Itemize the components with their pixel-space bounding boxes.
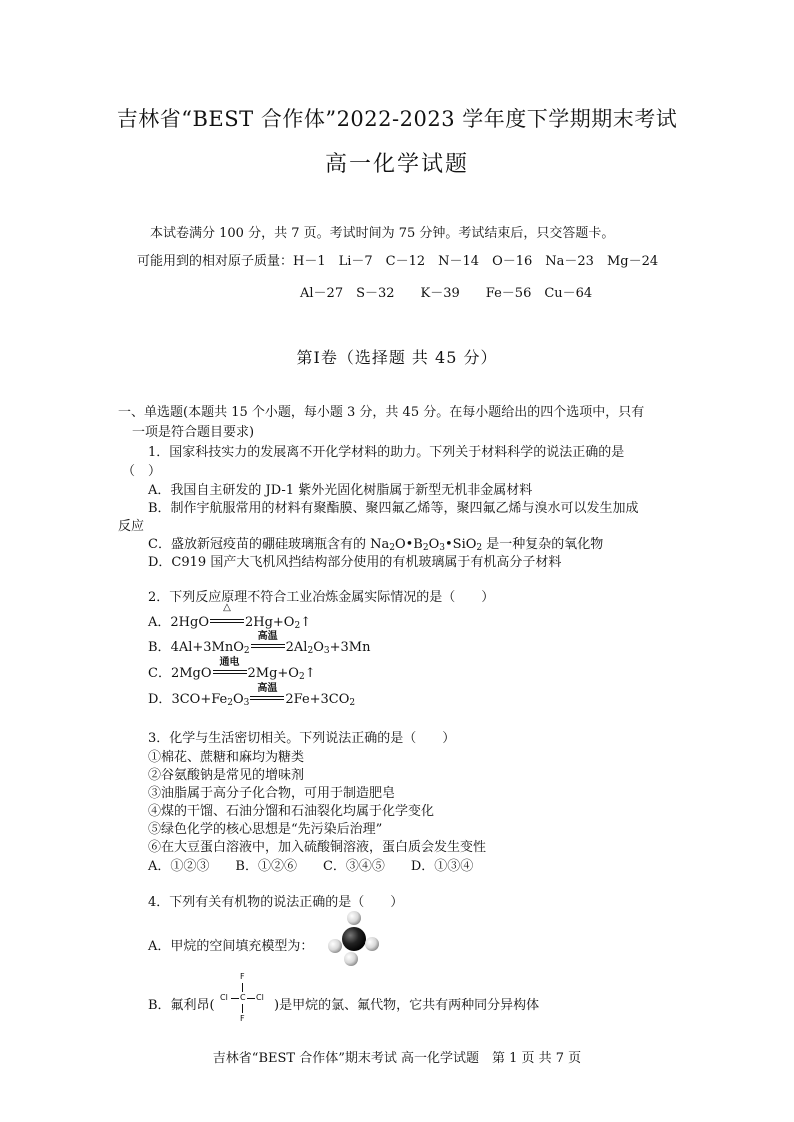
freon-structural-formula bbox=[214, 972, 274, 1028]
q1-option-a: A．我国自主研发的 JD-1 紫外光固化树脂属于新型无机非金属材料 bbox=[148, 483, 533, 498]
q3-stem: 3．化学与生活密切相关。下列说法正确的是（ ） bbox=[148, 731, 456, 746]
equilibrium-sign bbox=[250, 683, 284, 704]
q2-c-reactant: 2MgO bbox=[170, 666, 212, 681]
q2-d-reactant: 3CO+Fe bbox=[171, 692, 228, 707]
q2-stem: 2．下列反应原理不符合工业冶炼金属实际情况的是（ ） bbox=[148, 590, 495, 605]
q2-option-d: D．$3CO+Fe_2O_3$ 高温 $2Fe+3CO_2$ bbox=[148, 688, 355, 708]
q1-answer-paren: （ ） bbox=[122, 464, 162, 479]
q2-a-reactant: 2HgO bbox=[170, 615, 209, 630]
part-heading-line-2: 一项是符合题目要求) bbox=[132, 425, 255, 440]
q3-statement-5: ⑤绿色化学的核心思想是“先污染后治理” bbox=[148, 822, 383, 837]
struct-fluorine-top: F bbox=[240, 972, 245, 981]
equilibrium-sign bbox=[213, 657, 247, 678]
equilibrium-sign bbox=[210, 602, 244, 627]
atomic-mass-line-1: 可能用到的相对原子质量：H－1 Li－7 C－12 N－14 O－16 Na－23 Mg－24 bbox=[137, 254, 659, 269]
q4-option-b-pre: B．氟利昂( bbox=[148, 998, 215, 1013]
q1-option-d: D．C919 国产大飞机风挡结构部分使用的有机玻璃属于有机高分子材料 bbox=[148, 555, 562, 570]
struct-chlorine-right: Cl bbox=[256, 993, 264, 1002]
q2-a-product: 2Hg+O bbox=[244, 615, 295, 630]
hydrogen-atom bbox=[347, 911, 361, 925]
bond-line bbox=[242, 1004, 243, 1013]
struct-fluorine-bottom: F bbox=[240, 1014, 245, 1023]
part-heading-line-1: 一、单选题(本题共 15 个小题，每小题 3 分，共 45 分。在每小题给出的四个选项中，只有 bbox=[118, 405, 645, 420]
q4-stem: 4．下列有关有机物的说法正确的是（ ） bbox=[148, 895, 404, 910]
q3-statement-3: ③油脂属于高分子化合物，可用于制造肥皂 bbox=[148, 786, 396, 801]
bond-line bbox=[242, 983, 243, 992]
page-footer: 吉林省“BEST 合作体”期末考试 高一化学试题 第 1 页 共 7 页 bbox=[212, 1051, 582, 1066]
q1-option-c-post: 是一种复杂的氧化物 bbox=[486, 537, 604, 552]
q3-statement-1: ①棉花、蔗糖和麻均为糖类 bbox=[148, 750, 305, 765]
struct-carbon: C bbox=[240, 993, 246, 1002]
exam-instructions: 本试卷满分 100 分，共 7 页。考试时间为 75 分钟。考试结束后，只交答题卡。 bbox=[150, 226, 615, 241]
q1-formula-borosilicate: $Na_2O•B_2O_3•SiO_2$ bbox=[370, 537, 483, 553]
bond-line bbox=[247, 998, 255, 999]
q2-option-c: C．2MgO 通电 $2Mg+O_2↑$ bbox=[148, 662, 316, 682]
q2-b-product: 2Al bbox=[285, 640, 308, 655]
q1-option-b: B．制作宇航服常用的材料有聚酯膜、聚四氟乙烯等，聚四氟乙烯与溴水可以发生加成 bbox=[148, 501, 639, 516]
hydrogen-atom bbox=[344, 952, 358, 966]
q3-statement-4: ④煤的干馏、石油分馏和石油裂化均属于化学变化 bbox=[148, 804, 435, 819]
bond-line bbox=[231, 998, 239, 999]
q2-d-condition: 高温 bbox=[257, 683, 278, 694]
q1-option-b-cont: 反应 bbox=[118, 519, 145, 534]
q2-option-c-label: C． bbox=[148, 666, 171, 681]
q2-option-a: A．2HgO △ $2Hg+O_2↑$ bbox=[148, 602, 312, 631]
struct-chlorine-left: Cl bbox=[220, 993, 228, 1002]
q2-option-b: B．4Al+3MnO$_2$ 高温 $2Al_2O_3+3Mn$ bbox=[148, 636, 370, 656]
q2-option-a-label: A． bbox=[148, 615, 171, 630]
q3-options: A．①②③ B．①②⑥ C．③④⑤ D．①③④ bbox=[148, 859, 474, 874]
methane-space-filling-model bbox=[326, 910, 382, 968]
q2-option-b-label: B． bbox=[148, 640, 171, 655]
atomic-mass-line-2: Al－27 S－32 K－39 Fe－56 Cu－64 bbox=[300, 286, 593, 301]
hydrogen-atom bbox=[365, 937, 379, 951]
q3-statement-2: ②谷氨酸钠是常见的增味剂 bbox=[148, 768, 305, 783]
q1-stem: 1．国家科技实力的发展离不开化学材料的助力。下列关于材料科学的说法正确的是 bbox=[148, 445, 625, 460]
q1-option-c-pre: C．盛放新冠疫苗的硼硅玻璃瓶含有的 bbox=[148, 537, 371, 552]
q2-c-product: 2Mg+O bbox=[247, 666, 299, 681]
q4-option-a: A．甲烷的空间填充模型为： bbox=[148, 939, 314, 954]
section-heading: 第Ⅰ卷（选择题 共 45 分） bbox=[296, 348, 498, 367]
q2-d-product: 2Fe+3CO bbox=[285, 692, 350, 707]
exam-title: 吉林省“BEST 合作体”2022-2023 学年度下学期期末考试 bbox=[116, 107, 678, 131]
equilibrium-sign bbox=[251, 631, 285, 652]
q3-statement-6: ⑥在大豆蛋白溶液中，加入硫酸铜溶液，蛋白质会发生变性 bbox=[148, 840, 487, 855]
q2-b-condition: 高温 bbox=[257, 631, 278, 642]
q2-option-d-label: D． bbox=[148, 692, 172, 707]
q4-option-b-post: )是甲烷的氯、氟代物，它共有两种同分异构体 bbox=[274, 998, 540, 1013]
q1-option-c bbox=[148, 533, 603, 553]
q2-a-condition: △ bbox=[223, 602, 231, 613]
hydrogen-atom bbox=[328, 939, 342, 953]
exam-subtitle: 高一化学试题 bbox=[324, 152, 469, 177]
q2-c-condition: 通电 bbox=[219, 657, 240, 668]
carbon-atom bbox=[342, 927, 366, 951]
q2-b-product-tail: +3Mn bbox=[329, 640, 371, 655]
q2-b-reactant: 4Al+3MnO bbox=[170, 640, 244, 655]
